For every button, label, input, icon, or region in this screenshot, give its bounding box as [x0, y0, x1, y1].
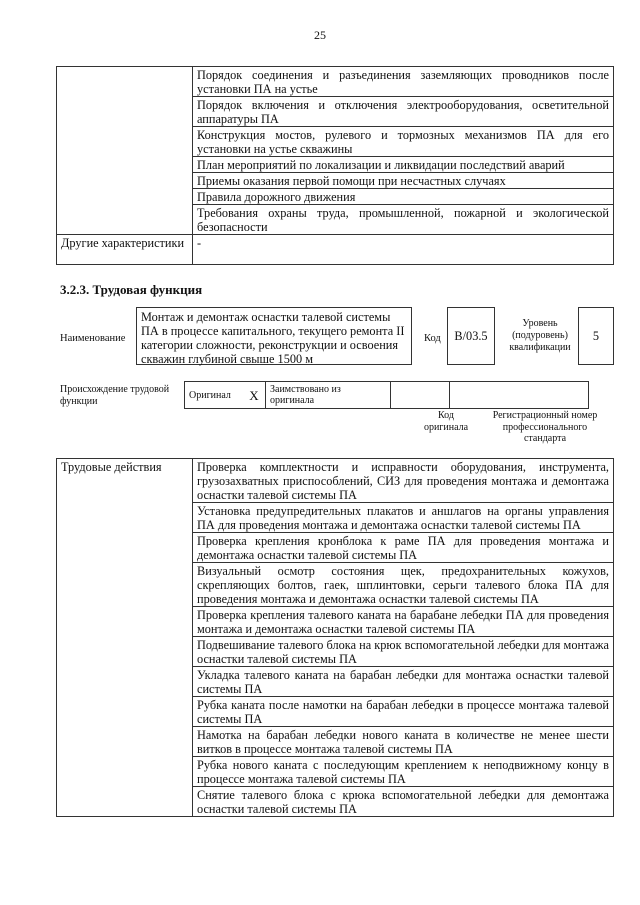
table-cell: Порядок включения и отключения электрооборудования, осветительной аппаратуры ПА	[193, 97, 614, 127]
labor-actions-label: Трудовые действия	[57, 459, 193, 817]
borrowed-label: Заимствовано из оригинала	[266, 382, 391, 409]
code-caption: Код оригинала	[423, 410, 469, 433]
name-label: Наименование	[60, 333, 126, 344]
page-number: 25	[314, 28, 326, 42]
table-cell: Рубка нового каната с последующим креплением к неподвижному концу в процессе монтажа талевой системы ПА	[193, 757, 614, 787]
table-cell: План мероприятий по локализации и ликвидации последствий аварий	[193, 157, 614, 173]
table-cell: Установка предупредительных плакатов и аншлагов на органы управления ПА для проведения монтажа и демонтажа оснастки талевой системы ПА	[193, 503, 614, 533]
table-cell: Проверка комплектности и исправности оборудования, инструмента, грузозахватных приспособлений, СИЗ для проведения монтажа и демонтажа оснастки талевой системы ПА	[193, 459, 614, 503]
origin-label: Происхождение трудовой функции	[60, 384, 170, 407]
table-cell: Снятие талевого блока с крюка вспомогательной лебедки для демонтажа оснастки талевой системы ПА	[193, 787, 614, 817]
table-row	[57, 459, 614, 503]
table-cell: Визуальный осмотр состояния щек, предохранительных кожухов, скрепляющих болтов, гаек, шплинтовки, серьги талевого блока ПА для проведения монтажа и демонтажа оснастки талевой системы ПА	[193, 563, 614, 607]
reg-caption: Регистрационный номер профессионального стандарта	[492, 410, 598, 444]
original-mark: X	[243, 382, 266, 409]
table-cell: Приемы оказания первой помощи при несчастных случаях	[193, 173, 614, 189]
table-row	[57, 67, 614, 97]
table-row	[185, 382, 589, 409]
table-cell: Подвешивание талевого блока на крюк вспомогательной лебедки для монтажа оснастки талевой системы ПА	[193, 637, 614, 667]
table-cell: Намотка на барабан лебедки нового каната в количестве не менее шести витков в процессе монтажа талевой системы ПА	[193, 727, 614, 757]
code-label: Код	[424, 333, 441, 344]
knowledge-table	[56, 66, 614, 265]
labor-actions-table	[56, 458, 614, 817]
table-cell: Проверка крепления кронблока к раме ПА для проведения монтажа и демонтажа оснастки талевой системы ПА	[193, 533, 614, 563]
origin-table	[184, 381, 589, 409]
table-cell: Конструкция мостов, рулевого и тормозных механизмов ПА для его установки на устье скважины	[193, 127, 614, 157]
table-empty-cell	[57, 67, 193, 235]
reg-number-cell	[450, 382, 589, 409]
table-cell: Требования охраны труда, промышленной, пожарной и экологической безопасности	[193, 205, 614, 235]
table-cell: Рубка каната после намотки на барабан лебедки в процессе монтажа талевой системы ПА	[193, 697, 614, 727]
table-cell: Укладка талевого каната на барабан лебедки для монтажа оснастки талевой системы ПА	[193, 667, 614, 697]
original-code-cell	[391, 382, 450, 409]
code-box: B/03.5	[447, 307, 495, 365]
level-label: Уровень (подуровень) квалификации	[509, 318, 571, 353]
table-cell: Порядок соединения и разъединения заземляющих проводников после установки ПА на устье	[193, 67, 614, 97]
other-characteristics-value: -	[193, 235, 614, 265]
function-name-box: Монтаж и демонтаж оснастки талевой системы ПА в процессе капитального, текущего ремонта II категории сложности, реконструкции и освоения скважин глубиной свыше 1500 м	[136, 307, 412, 365]
section-title: 3.2.3. Трудовая функция	[60, 282, 203, 297]
other-characteristics-label: Другие характеристики	[57, 235, 193, 265]
table-cell: Правила дорожного движения	[193, 189, 614, 205]
level-box: 5	[578, 307, 614, 365]
table-row	[57, 235, 614, 265]
table-cell: Проверка крепления талевого каната на барабане лебедки ПА для проведения монтажа и демонтажа оснастки талевой системы ПА	[193, 607, 614, 637]
original-label: Оригинал	[185, 382, 244, 409]
